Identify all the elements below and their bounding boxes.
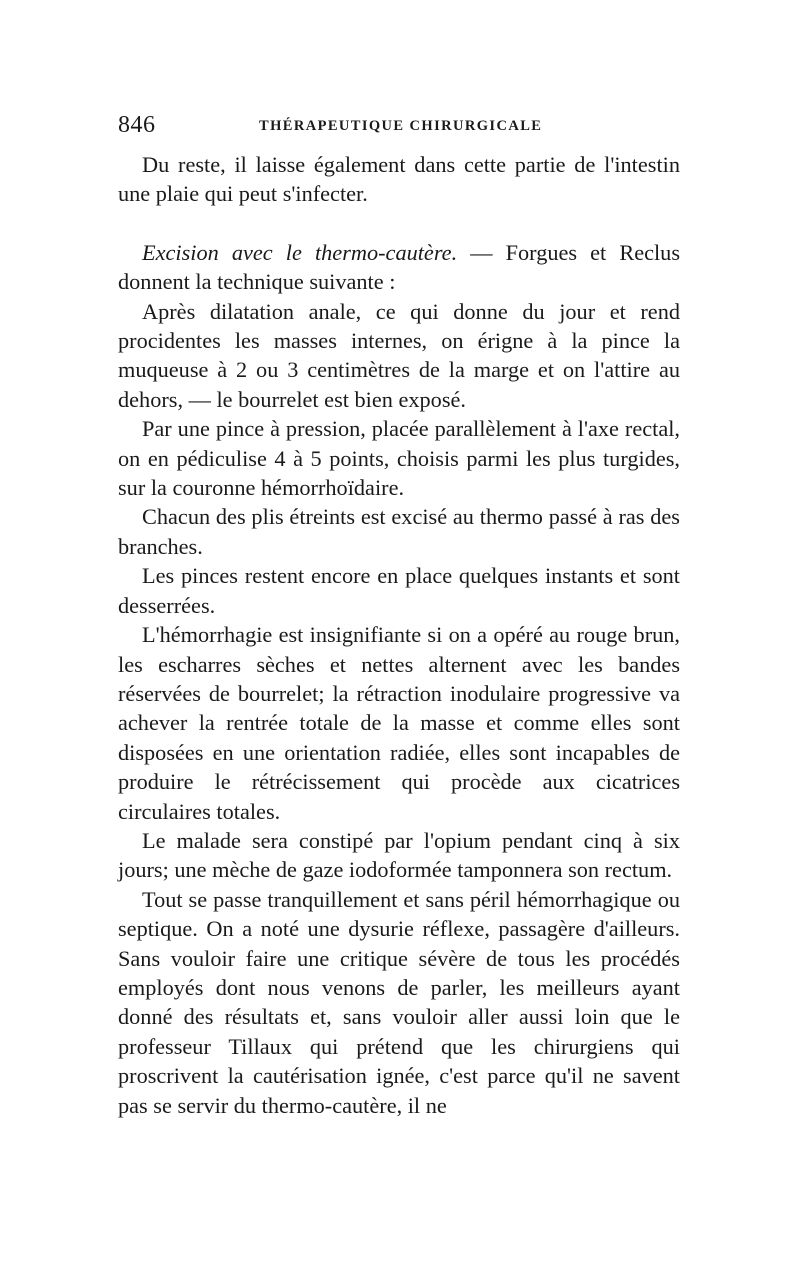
paragraph: [118, 561, 680, 620]
section-heading-paragraph: [118, 238, 680, 297]
paragraph-text: Les pinces restent encore en place quelques instants et sont desserrées.: [118, 563, 680, 618]
paragraph-text: Chacun des plis étreints est excisé au thermo passé à ras des branches.: [118, 504, 680, 559]
paragraph-text: Après dilatation anale, ce qui donne du jour et rend procidentes les masses internes, on érigne à la pince la muqueuse à 2 ou 3 centimètres de la marge et on l'attire au dehors, — le bourrelet est bien exposé.: [118, 298, 680, 412]
paragraph-text: L'hémorrhagie est insignifiante si on a opéré au rouge brun, les escharres sèches et nettes alternent avec les bandes réservées de bourrelet; la rétraction inodulaire progressive va achever la rentrée totale de la masse et comme elles sont disposées en une orientation radiée, elles sont incapables de produire le rétrécissement qui procède aux cicatrices circulaires totales.: [118, 622, 680, 824]
running-head: [118, 112, 680, 142]
paragraph-text: Le malade sera constipé par l'opium pendant cinq à six jours; une mèche de gaze iodoformée tamponnera son rectum.: [118, 827, 680, 883]
paragraph: [118, 885, 680, 1120]
paragraph-text: Du reste, il laisse également dans cette partie de l'intestin une plaie qui peut s'infecter.: [118, 152, 680, 207]
paragraph-text: Par une pince à pression, placée parallèlement à l'axe rectal, on en pédiculise 4 à 5 points, choisis parmi les plus turgides, sur la couronne hémorrhoïdaire.: [118, 416, 680, 501]
paragraph: [118, 620, 680, 826]
body-text: [118, 150, 680, 1120]
paragraph: [118, 297, 680, 415]
paragraph: [118, 150, 680, 209]
paragraph-text: — Forgues et Reclus donnent la technique suivante :: [118, 239, 681, 295]
paragraph: [118, 826, 680, 885]
paragraph: [118, 414, 680, 502]
page-number: 846: [118, 112, 156, 138]
running-title: THÉRAPEUTIQUE CHIRURGICALE: [259, 118, 543, 134]
paragraph-text: Tout se passe tranquillement et sans péril hémorrhagique ou septique. On a noté une dysurie réflexe, passagère d'ailleurs. Sans vouloir faire une critique sévère de tous les procédés employés dont nous venons de parler, les meilleurs ayant donné des résultats et, sans vouloir aller aussi loin que le professeur Tillaux qui prétend que les chirurgiens qui proscrivent la cautérisation ignée, c'est parce qu'il ne savent pas se servir du thermo-cautère, il ne: [118, 886, 680, 1118]
paragraph: [118, 502, 680, 561]
section-heading: Excision avec le thermo-cautère.: [142, 239, 458, 265]
